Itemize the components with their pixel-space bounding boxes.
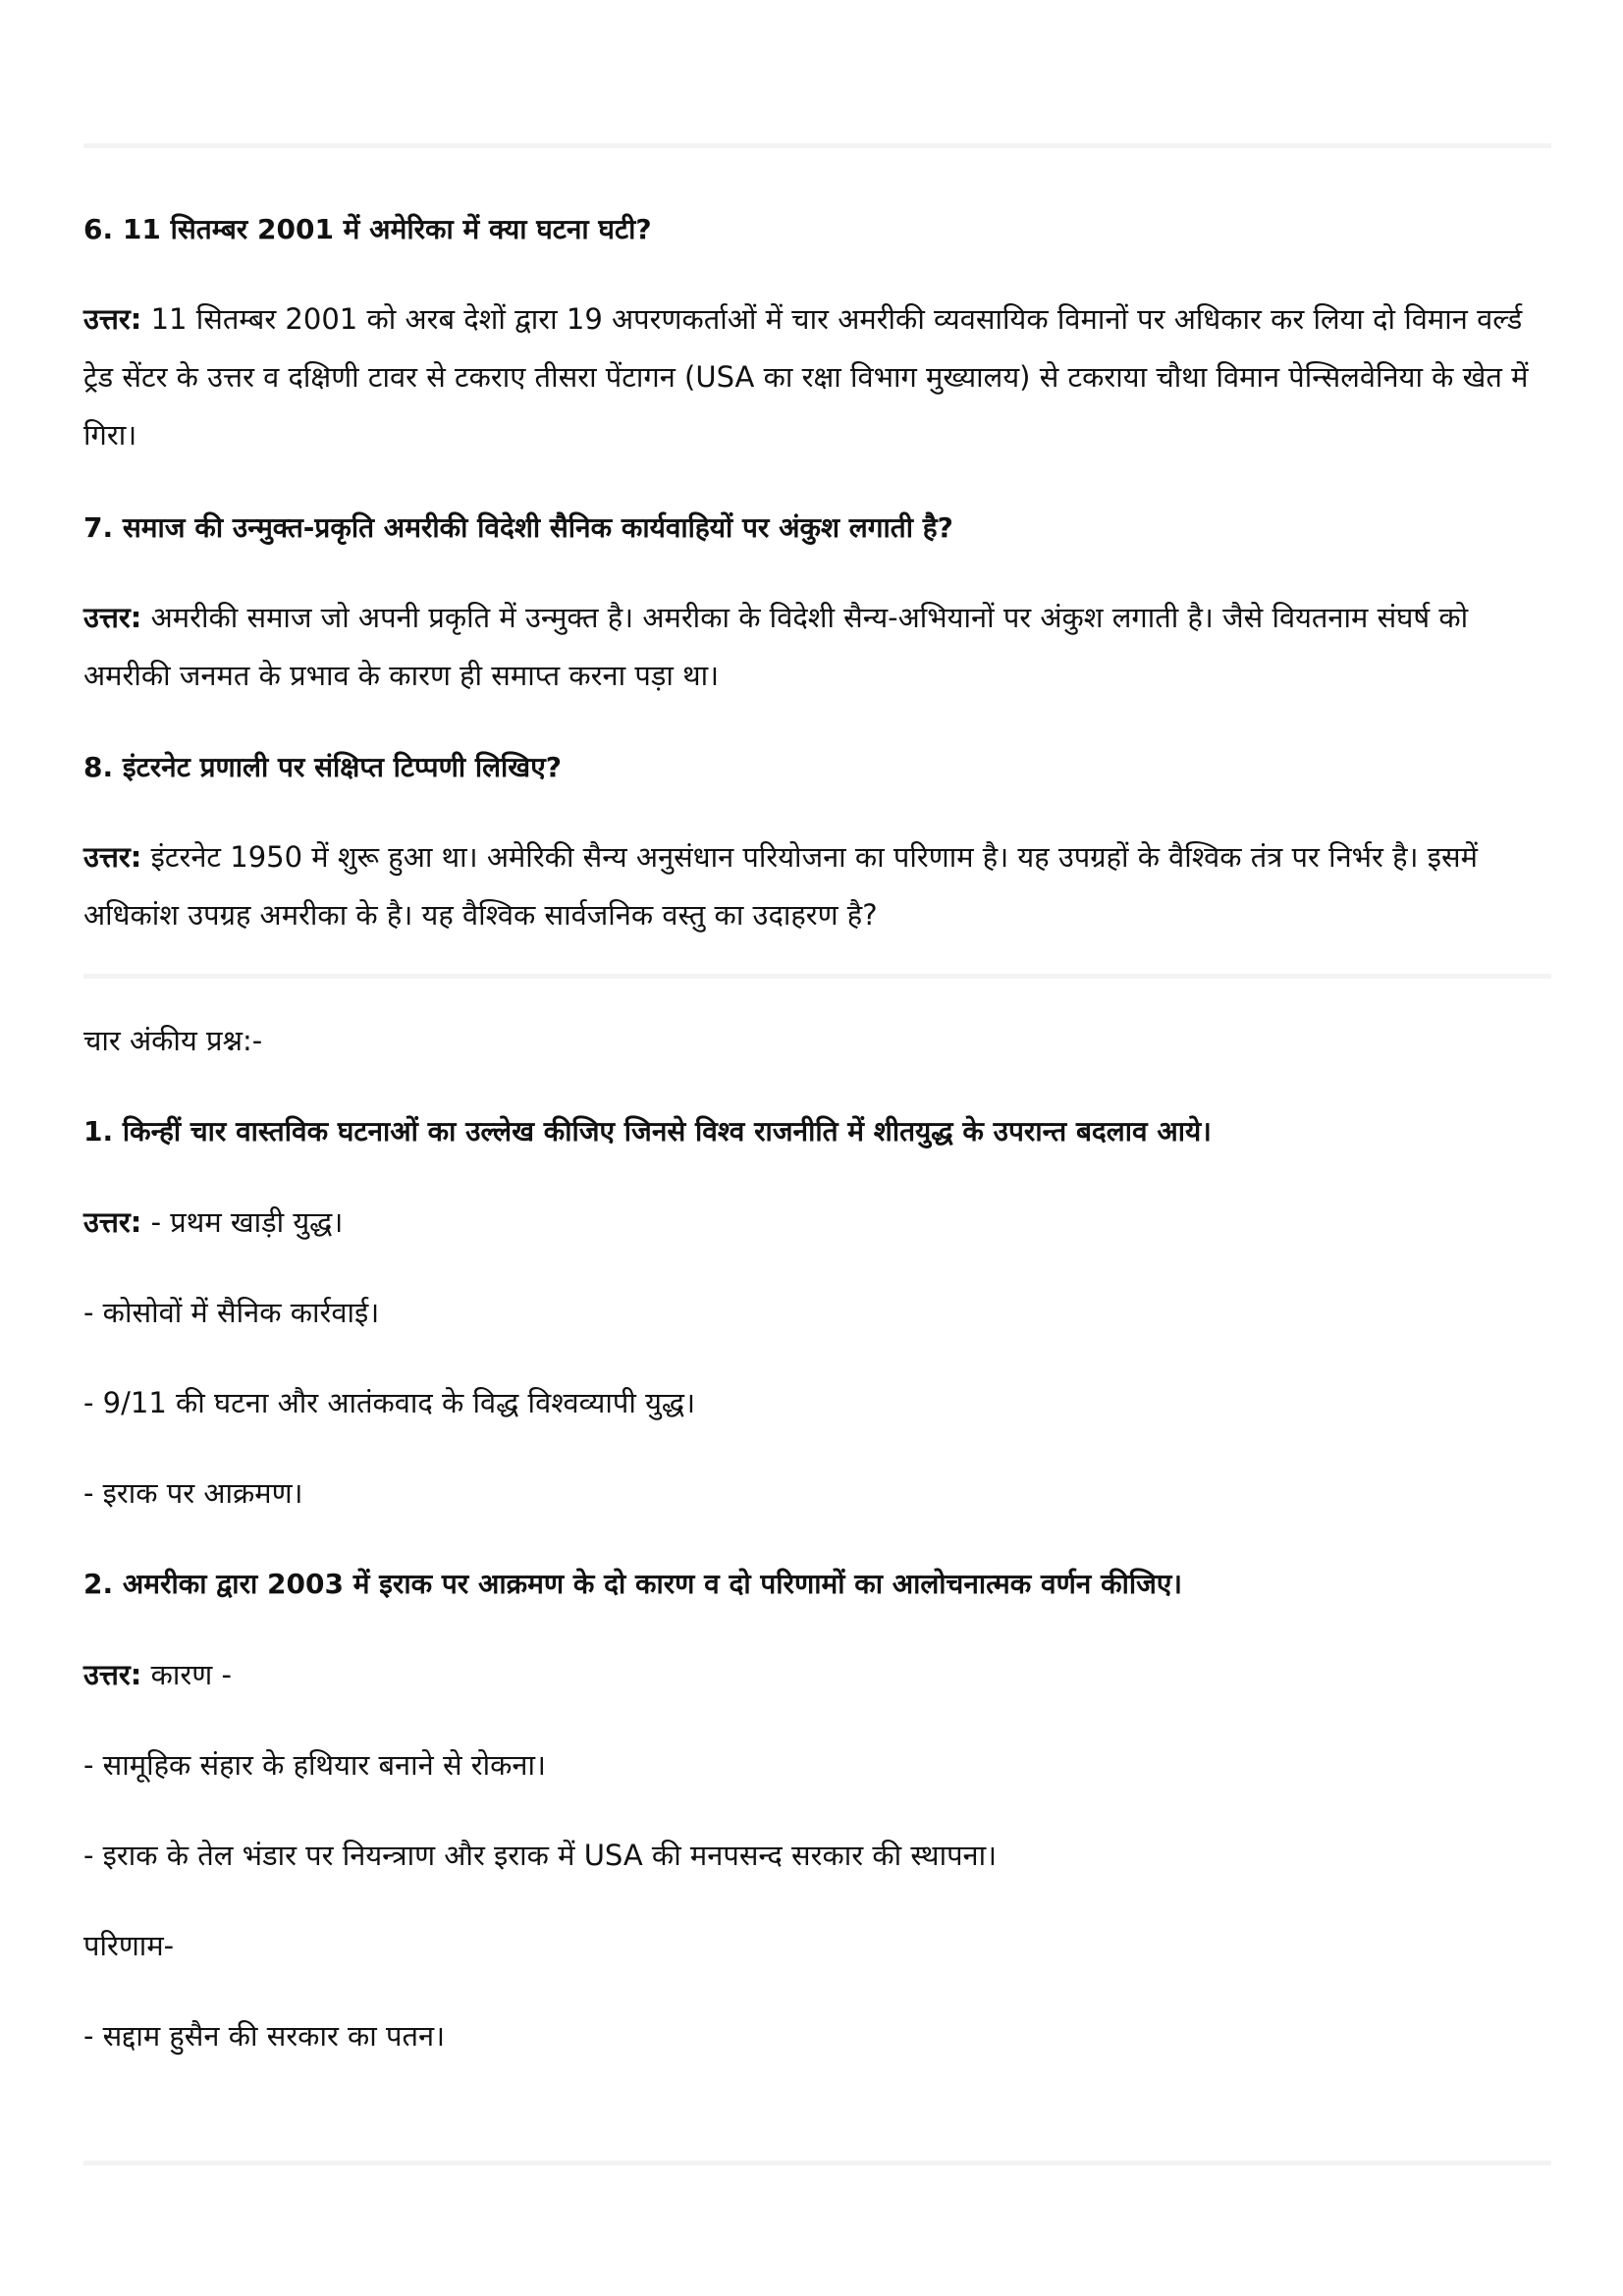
four-mark-question-1: 1. किन्हीं चार वास्तविक घटनाओं का उल्लेख कीजिए जिनसे विश्व राजनीति में शीतयुद्ध के उपरान्त बदलाव आये। xyxy=(83,1115,1212,1148)
top-divider xyxy=(83,143,1551,148)
answer-label: उत्तर: xyxy=(83,1205,142,1239)
section-heading: चार अंकीय प्रश्न:- xyxy=(83,1024,263,1057)
results-heading: परिणाम- xyxy=(83,1929,175,1962)
four-mark-answer-2 xyxy=(83,1651,1551,1698)
bottom-divider xyxy=(83,2161,1551,2165)
answer-label: उत्तर: xyxy=(83,302,142,336)
answer-point: - इराक पर आक्रमण। xyxy=(83,1476,303,1510)
answer-text: 11 सितम्बर 2001 को अरब देशों द्वारा 19 अपरणकर्ताओं में चार अमरीकी व्यवसायिक विमानों पर अधिकार कर लिया दो विमान वर्ल्ड ट्रेड सेंटर के उत्तर व दक्षिणी टावर से टकराए तीसरा पेंटागन (USA का रक्षा विभाग मुख्यालय) से टकराया चौथा विमान पेन्सिलवेनिया के खेत में गिरा। xyxy=(83,302,1529,452)
answer-6 xyxy=(83,291,1551,464)
result-point: - सद्दाम हुसैन की सरकार का पतन। xyxy=(83,2019,446,2053)
reason-point: - सामूहिक संहार के हथियार बनाने से रोकना। xyxy=(83,1748,547,1782)
answer-label: उत्तर: xyxy=(83,840,142,874)
question-8: 8. इंटरनेट प्रणाली पर संक्षिप्त टिप्पणी लिखिए? xyxy=(83,751,562,783)
four-mark-question-2: 2. अमरीका द्वारा 2003 में इराक पर आक्रमण के दो कारण व दो परिणामों का आलोचनात्मक वर्णन कीजिए। xyxy=(83,1568,1182,1600)
answer-8 xyxy=(83,828,1551,944)
section-divider xyxy=(83,974,1551,979)
answer-7 xyxy=(83,589,1551,705)
answer-label: उत्तर: xyxy=(83,1658,142,1691)
reason-point: - इराक के तेल भंडार पर नियन्त्राण और इराक में USA की मनपसन्द सरकार की स्थापना। xyxy=(83,1839,998,1872)
four-mark-answer-1 xyxy=(83,1199,1551,1246)
answer-label: उत्तर: xyxy=(83,601,142,634)
answer-point: - कोसोवों में सैनिक कार्रवाई। xyxy=(83,1296,380,1329)
answer-text: अमरीकी समाज जो अपनी प्रकृति में उन्मुक्त है। अमरीका के विदेशी सैन्य-अभियानों पर अंकुश लगाती है। जैसे वियतनाम संघर्ष को अमरीकी जनमत के प्रभाव के कारण ही समाप्त करना पड़ा था। xyxy=(83,601,1469,692)
answer-point: - प्रथम खाड़ी युद्ध। xyxy=(150,1205,344,1239)
question-6: 6. 11 सितम्बर 2001 में अमेरिका में क्या घटना घटी? xyxy=(83,213,652,245)
answer-text: इंटरनेट 1950 में शुरू हुआ था। अमेरिकी सैन्य अनुसंधान परियोजना का परिणाम है। यह उपग्रहों के वैश्विक तंत्र पर निर्भर है। इसमें अधिकांश उपग्रह अमरीका के है। यह वैश्विक सार्वजनिक वस्तु का उदाहरण है? xyxy=(83,840,1478,932)
answer-point: - 9/11 की घटना और आतंकवाद के विद्ध विश्वव्यापी युद्ध। xyxy=(83,1386,696,1419)
question-7: 7. समाज की उन्मुक्त-प्रकृति अमरीकी विदेशी सैनिक कार्यवाहियों पर अंकुश लगाती है? xyxy=(83,511,953,544)
reasons-heading: कारण - xyxy=(150,1658,232,1691)
